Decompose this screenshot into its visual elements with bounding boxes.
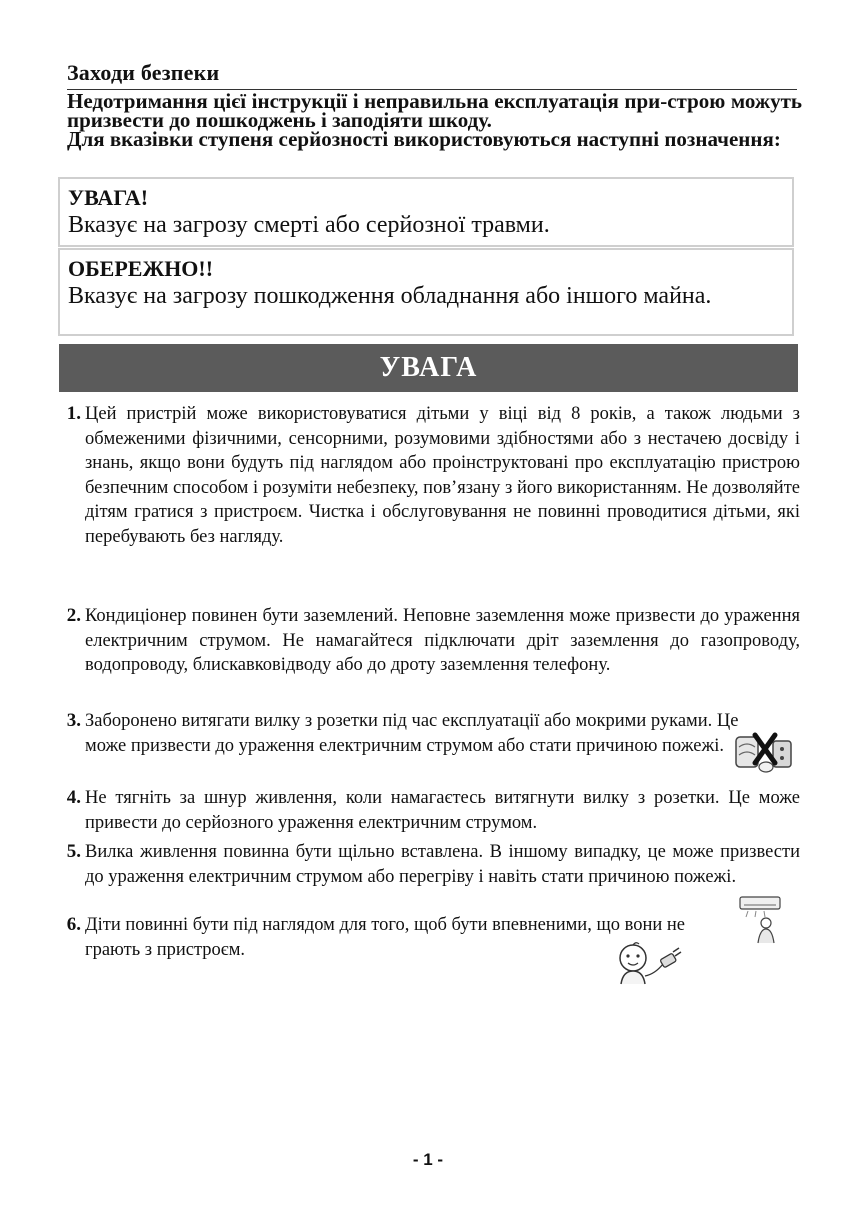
warning-level-title: УВАГА! <box>68 185 149 210</box>
caution-level-title: ОБЕРЕЖНО!! <box>68 256 214 281</box>
warning-banner-title: УВАГА <box>379 352 478 383</box>
air-conditioner-person-icon <box>736 893 784 945</box>
no-wet-hands-plug-icon <box>733 727 795 777</box>
list-item-text: Кондиціонер повинен бути заземлений. Неповне заземлення може призвести до ураження електричним струмом. Не намагайтеся підключати дріт заземлення до газопроводу, водопроводу, блискавковідводу або до дроту заземлення телефону. <box>85 606 800 675</box>
page-number: - 1 - <box>412 1150 444 1169</box>
list-item-number: 1. <box>66 403 81 424</box>
list-item-text: Вилка живлення повинна бути щільно вставлена. В іншому випадку, це може призвести до ураження електричним струмом або перегріву і навіть стати причиною пожежі. <box>85 842 800 887</box>
warning-level-box <box>58 177 794 247</box>
warning-banner <box>59 344 798 392</box>
list-item-number: 4. <box>66 787 81 808</box>
caution-level-description: Вказує на загрозу пошкодження обладнання або іншого майна. <box>68 283 712 309</box>
list-item <box>55 604 800 678</box>
intro-paragraph: Недотримання цієї інструкції і неправильна експлуатація при-строю можуть призвести до пошкоджень і заподіяти шкоду. <box>67 89 802 132</box>
list-item <box>55 786 800 835</box>
warning-level-description: Вказує на загрозу смерті або серйозної травми. <box>68 212 550 238</box>
list-item <box>55 402 800 549</box>
intro-text <box>67 89 802 151</box>
list-item-number: 3. <box>66 710 81 731</box>
list-item-text: Цей пристрій може використовуватися дітьми у віці від 8 років, а також людьми з обмеженими фізичними, сенсорними, розумовими здібностями або з нестачею досвіду і знань, якщо вони будуть під наглядом або проінструктовані про експлуатацію пристрою безпечним способом і розуміти небезпеку, пов’язану з його використанням. Не дозволяйте дітям гратися з пристроєм. Чистка і обслуговування не повинні проводитися дітьми, які перебувають без нагляду. <box>85 404 800 547</box>
list-item-text: Діти повинні бути під наглядом для того, щоб бути впевненими, що вони не грають з пристроєм. <box>85 915 685 960</box>
list-item-number: 5. <box>66 841 81 862</box>
caution-level-box <box>58 248 794 336</box>
list-item-number: 2. <box>66 605 81 626</box>
intro-paragraph: Для вказівки ступеня серйозності використовуються наступні позначення: <box>67 127 781 151</box>
list-item <box>55 709 800 758</box>
list-item <box>55 913 800 962</box>
list-item-number: 6. <box>66 914 81 935</box>
list-item-text: Не тягніть за шнур живлення, коли намагаєтесь витягнути вилку з розетки. Це може привести до серйозного ураження електричним струмом. <box>85 788 800 833</box>
section-title: Заходи безпеки <box>67 60 797 90</box>
child-with-plug-icon <box>611 940 687 986</box>
list-item <box>55 840 800 889</box>
list-item-text: Заборонено витягати вилку з розетки під час експлуатації або мокрими руками. Це може призвести до ураження електричним струмом або стати причиною пожежі. <box>85 711 739 756</box>
